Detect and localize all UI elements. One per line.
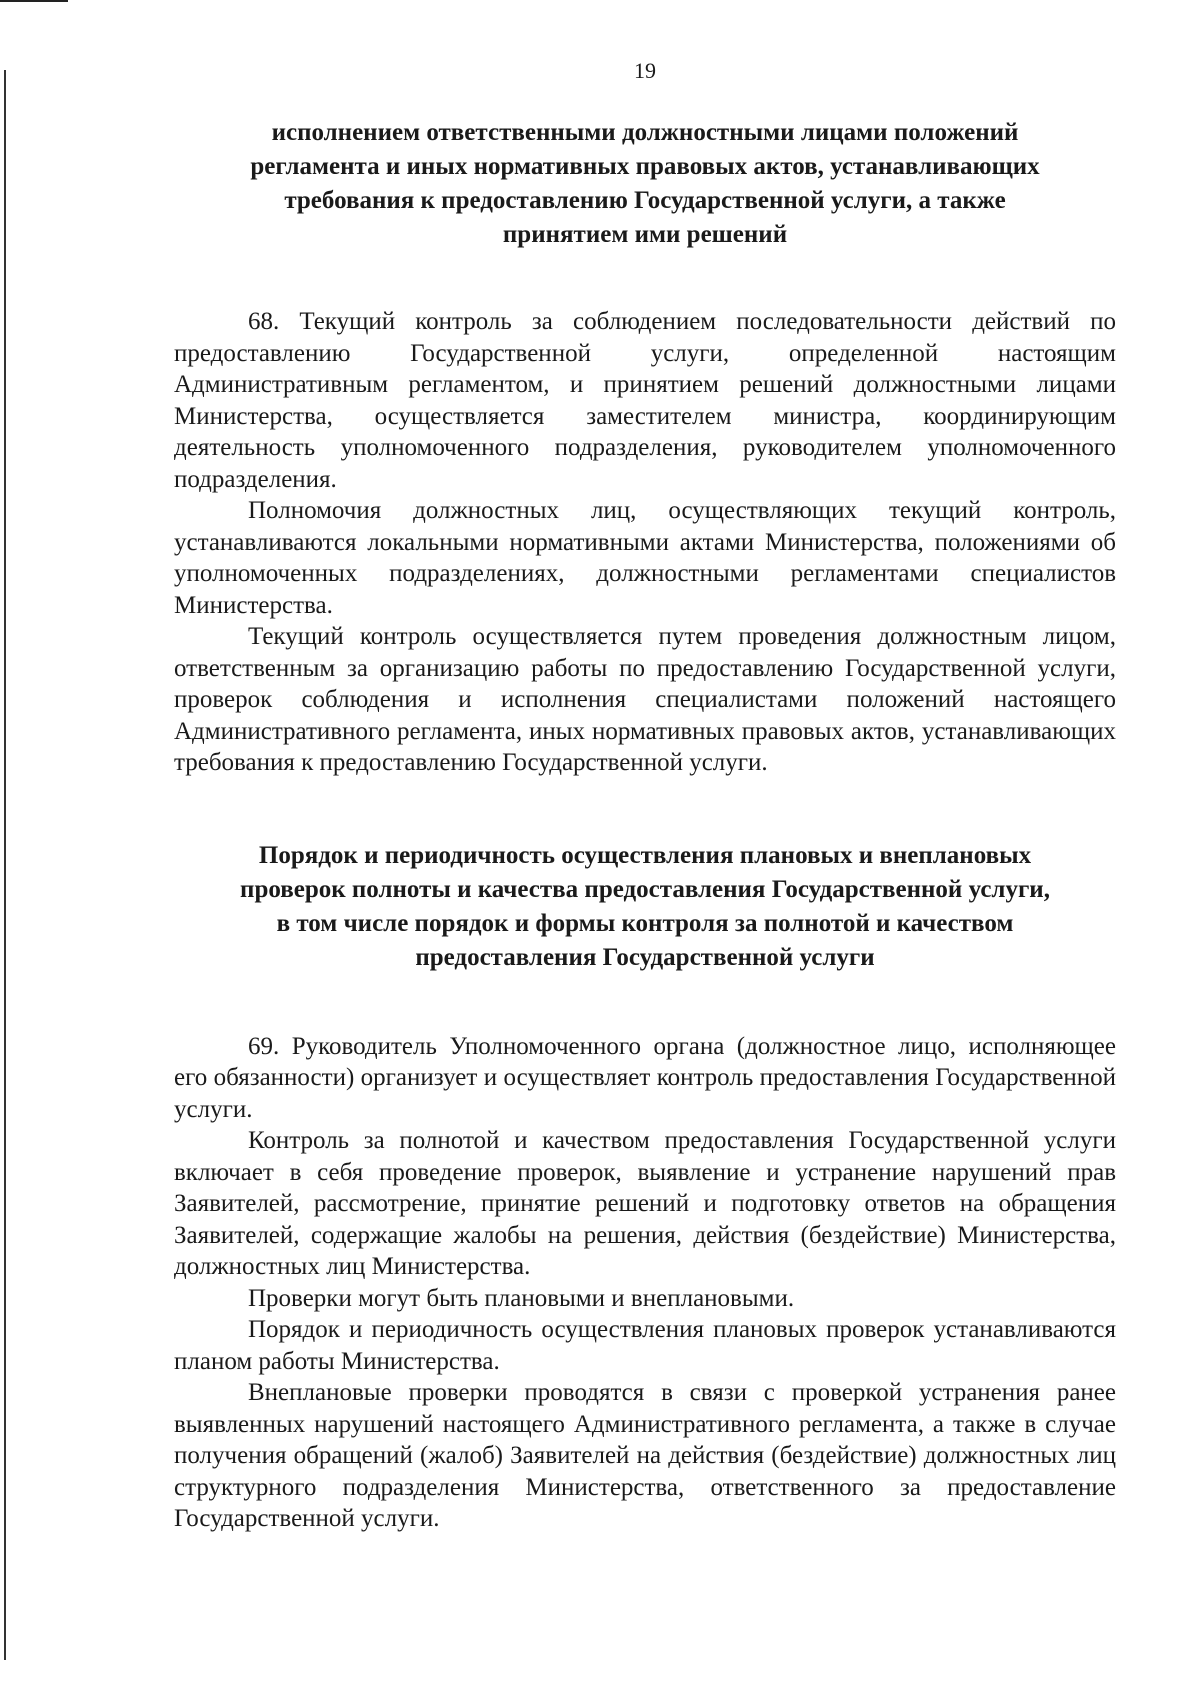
section-heading-inspections: Порядок и периодичность осуществления плановых и внеплановых проверок полноты и качества предоставления Государственной услуги, в том числе порядок и формы контроля за полнотой и качеством предоставления Государственной услуги — [240, 841, 1050, 971]
paragraph-authority: Полномочия должностных лиц, осуществляющих текущий контроль, устанавливаются локальными нормативными актами Министерства, положениями об уполномоченных подразделениях, должностными регламентами специалистов Министерства. — [174, 497, 1116, 619]
paragraph-69: 69. Руководитель Уполномоченного органа (должностное лицо, исполняющее его обязанности) организует и осуществляет контроль предоставления Государственной услуги. — [174, 1032, 1116, 1123]
scan-corner-line — [0, 0, 68, 2]
section-1-body — [174, 306, 1116, 779]
paragraph-68: 68. Текущий контроль за соблюдением последовательности действий по предоставлению Государственной услуги, определенной настоящим Административным регламентом, и принятием решений должностными лицами Министерства, осуществляется заместителем министра, координирующим деятельность уполномоченного подразделения, руководителем уполномоченного подразделения. — [174, 308, 1116, 493]
document-page — [174, 56, 1116, 1535]
section-heading-continued: исполнением ответственными должностными лицами положений регламента и иных нормативных правовых актов, устанавливающих требования к предоставлению Государственной услуги, а также принятием ими решений — [250, 119, 1040, 248]
paragraph-unplanned-inspections: Внеплановые проверки проводятся в связи с проверкой устранения ранее выявленных нарушений настоящего Административного регламента, а также в случае получения обращений (жалоб) Заявителей на действия (бездействие) должностных лиц структурного подразделения Министерства, ответственного за предоставление Государственной услуги. — [174, 1379, 1116, 1532]
scan-left-edge — [4, 70, 6, 1660]
page-number: 19 — [634, 58, 656, 83]
paragraph-inspection-types: Проверки могут быть плановыми и внеплановыми. — [248, 1284, 795, 1312]
paragraph-quality-control: Контроль за полнотой и качеством предоставления Государственной услуги включает в себя проведение проверок, выявление и устранение нарушений прав Заявителей, рассмотрение, принятие решений и подготовку ответов на обращения Заявителей, содержащие жалобы на решения, действия (бездействие) Министерства, должностных лиц Министерства. — [174, 1127, 1116, 1280]
section-2-body — [174, 1031, 1116, 1535]
paragraph-planned-inspections: Порядок и периодичность осуществления плановых проверок устанавливаются планом работы Министерства. — [174, 1316, 1116, 1375]
paragraph-current-control: Текущий контроль осуществляется путем проведения должностным лицом, ответственным за организацию работы по предоставлению Государственной услуги, проверок соблюдения и исполнения специалистами положений настоящего Административного регламента, иных нормативных правовых актов, устанавливающих требования к предоставлению Государственной услуги. — [174, 623, 1116, 776]
